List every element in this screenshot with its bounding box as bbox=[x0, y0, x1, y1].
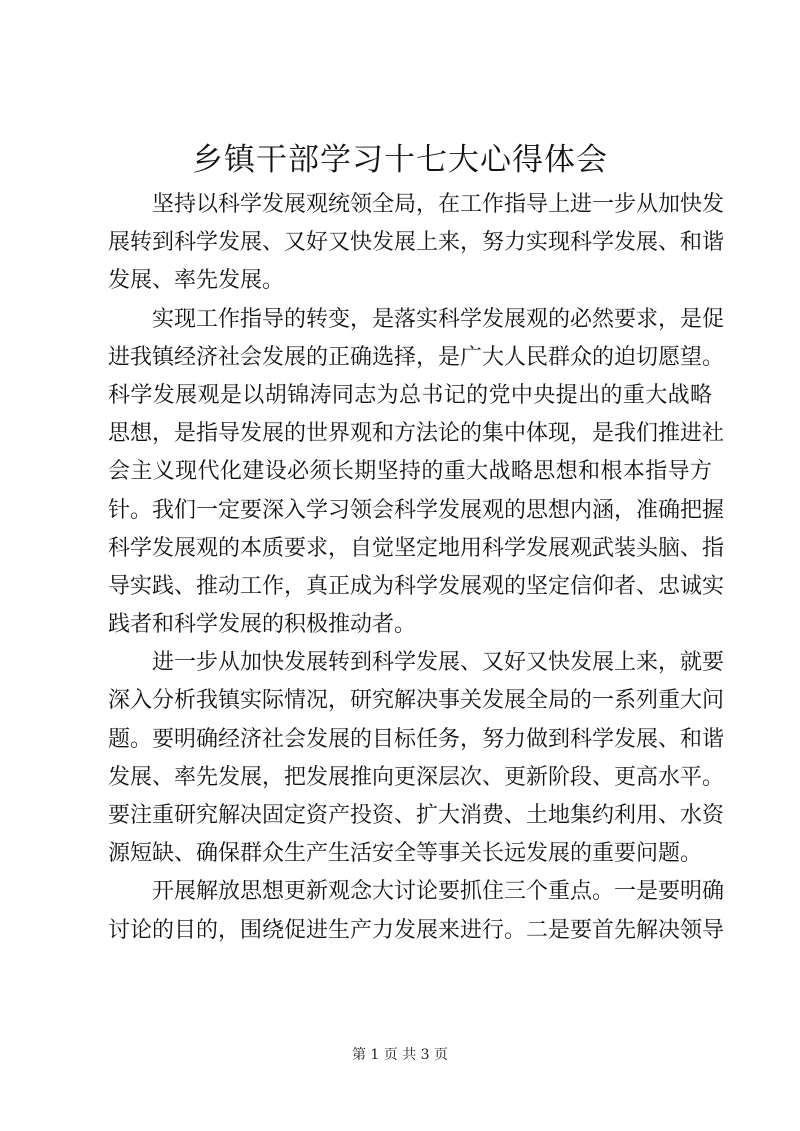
paragraph-3-line-1: 进一步从加快发展转到科学发展、又好又快发展上来，就要 bbox=[152, 650, 725, 676]
paragraph-2-line-1: 实现工作指导的转变，是落实科学发展观的必然要求，是促 bbox=[152, 306, 725, 332]
paragraph-2-line-7: 科学发展观的本质要求，自觉坚定地用科学发展观武装头脑、指 bbox=[108, 535, 725, 561]
page-footer: 第 1 页 共 3 页 bbox=[351, 1047, 449, 1063]
paragraph-3-line-6: 源短缺、确保群众生产生活安全等事关长远发展的重要问题。 bbox=[108, 841, 703, 867]
paragraph-2-line-6: 针。我们一定要深入学习领会科学发展观的思想内涵，准确把握 bbox=[108, 497, 725, 523]
document-title: 乡镇干部学习十七大心得体会 bbox=[192, 142, 608, 178]
paragraph-2-line-3: 科学发展观是以胡锦涛同志为总书记的党中央提出的重大战略 bbox=[108, 382, 712, 408]
paragraph-3-line-4: 发展、率先发展，把发展推向更深层次、更新阶段、更高水平。 bbox=[108, 764, 725, 790]
paragraph-3-line-3: 题。要明确经济社会发展的目标任务，努力做到科学发展、和谐 bbox=[108, 726, 725, 752]
paragraph-1-line-2: 展转到科学发展、又好又快发展上来，努力实现科学发展、和谐 bbox=[108, 230, 725, 256]
paragraph-2-line-2: 进我镇经济社会发展的正确选择，是广大人民群众的迫切愿望。 bbox=[108, 344, 725, 370]
paragraph-1-line-3: 发展、率先发展。 bbox=[108, 268, 285, 294]
paragraph-2-line-4: 思想，是指导发展的世界观和方法论的集中体现，是我们推进社 bbox=[108, 421, 725, 447]
paragraph-4-line-1: 开展解放思想更新观念大讨论要抓住三个重点。一是要明确 bbox=[152, 879, 725, 905]
document-body bbox=[108, 186, 725, 950]
paragraph-2-line-9: 践者和科学发展的积极推动者。 bbox=[108, 612, 417, 638]
paragraph-2-line-8: 导实践、推动工作，真正成为科学发展观的坚定信仰者、忠诚实 bbox=[108, 573, 725, 599]
paragraph-3-line-2: 深入分析我镇实际情况，研究解决事关发展全局的一系列重大问 bbox=[108, 688, 725, 714]
paragraph-3-line-5: 要注重研究解决固定资产投资、扩大消费、土地集约利用、水资 bbox=[108, 803, 725, 828]
paragraph-2-line-5: 会主义现代化建设必须长期坚持的重大战略思想和根本指导方 bbox=[108, 459, 712, 485]
paragraph-1-line-1: 坚持以科学发展观统领全局，在工作指导上进一步从加快发 bbox=[152, 192, 725, 217]
paragraph-4-line-2: 讨论的目的，围绕促进生产力发展来进行。二是要首先解决领导 bbox=[108, 917, 725, 943]
